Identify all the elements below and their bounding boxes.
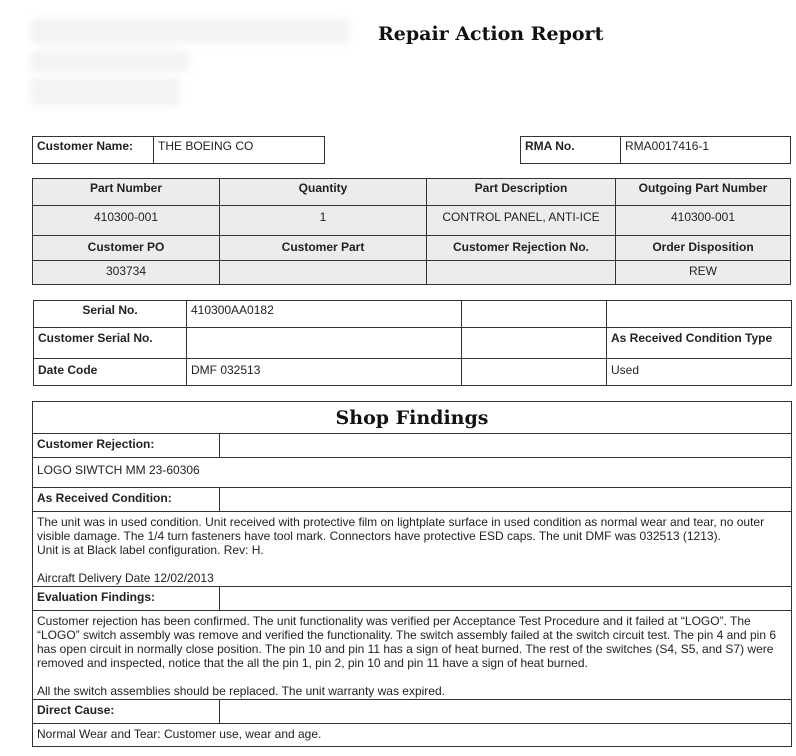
customer-part-value	[219, 260, 427, 285]
quantity-value: 1	[219, 205, 427, 236]
customer-rejection-label-blank	[219, 433, 792, 458]
customer-rejection-text: LOGO SIWTCH MM 23-60306	[32, 457, 792, 488]
parts-header-part-number: Part Number	[32, 178, 220, 206]
date-code-value: DMF 032513	[186, 358, 462, 386]
serial-value: 410300AA0182	[186, 300, 462, 328]
customer-po-value: 303734	[32, 260, 220, 285]
rejection-no-value	[426, 260, 616, 285]
evaluation-label: Evaluation Findings:	[32, 586, 220, 611]
parts-header-customer-part: Customer Part	[219, 235, 427, 261]
report-title: Repair Action Report	[378, 23, 604, 45]
serial-label: Serial No.	[33, 300, 187, 328]
customer-name-label: Customer Name:	[32, 136, 154, 164]
serial-blank-4	[461, 358, 607, 386]
blurred-letterhead-line2	[30, 50, 190, 72]
blurred-letterhead	[30, 18, 350, 44]
date-code-label: Date Code	[33, 358, 187, 386]
as-received-text: The unit was in used condition. Unit received with protective film on lightplate surface in used condition as normal wear and tear, no outer visible damage. The 1/4 turn fasteners have tool mark. Connectors have protective ESD caps. The unit DMF was 032513 (1213). Unit is at Black label configuration. Rev: H. Aircraft Delivery Date 12/02/2013	[32, 511, 792, 587]
rma-value: RMA0017416-1	[620, 136, 791, 164]
serial-blank-3	[461, 327, 607, 359]
part-number-value: 410300-001	[32, 205, 220, 236]
outgoing-value: 410300-001	[615, 205, 791, 236]
condition-type-label: As Received Condition Type	[606, 327, 792, 359]
parts-header-outgoing: Outgoing Part Number	[615, 178, 791, 206]
parts-header-customer-po: Customer PO	[32, 235, 220, 261]
serial-blank-1	[461, 300, 607, 328]
parts-header-quantity: Quantity	[219, 178, 427, 206]
direct-cause-text: Normal Wear and Tear: Customer use, wear and age.	[32, 723, 792, 747]
blurred-letterhead-line3	[30, 78, 180, 106]
evaluation-label-blank	[219, 586, 792, 611]
shop-findings-title: Shop Findings	[32, 401, 792, 434]
disposition-value: REW	[615, 260, 791, 285]
description-value: CONTROL PANEL, ANTI-ICE	[426, 205, 616, 236]
as-received-label: As Received Condition:	[32, 487, 220, 512]
evaluation-text: Customer rejection has been confirmed. The unit functionality was verified per Acceptance Test Procedure and it failed at “LOGO”. The “LOGO” switch assembly was remove and verified the functionality. The switch assembly failed at the switch circuit test. The pin 4 and pin 6 has open circuit in normally close position. The pin 10 and pin 11 has a sign of heat burned. The rest of the switches (S4, S5, and S7) were removed and inspected, notice that the all the pin 1, pin 2, pin 10 and pin 11 have a sign of heat burned. All the switch assemblies should be replaced. The unit warranty was expired.	[32, 610, 792, 700]
condition-type-value: Used	[606, 358, 792, 386]
direct-cause-label-blank	[219, 699, 792, 724]
customer-name-value: THE BOEING CO	[153, 136, 325, 164]
customer-serial-value	[186, 327, 462, 359]
direct-cause-label: Direct Cause:	[32, 699, 220, 724]
customer-serial-label: Customer Serial No.	[33, 327, 187, 359]
rma-label: RMA No.	[520, 136, 621, 164]
as-received-label-blank	[219, 487, 792, 512]
parts-header-description: Part Description	[426, 178, 616, 206]
parts-header-disposition: Order Disposition	[615, 235, 791, 261]
parts-header-rejection-no: Customer Rejection No.	[426, 235, 616, 261]
serial-blank-2	[606, 300, 792, 328]
customer-rejection-label: Customer Rejection:	[32, 433, 220, 458]
